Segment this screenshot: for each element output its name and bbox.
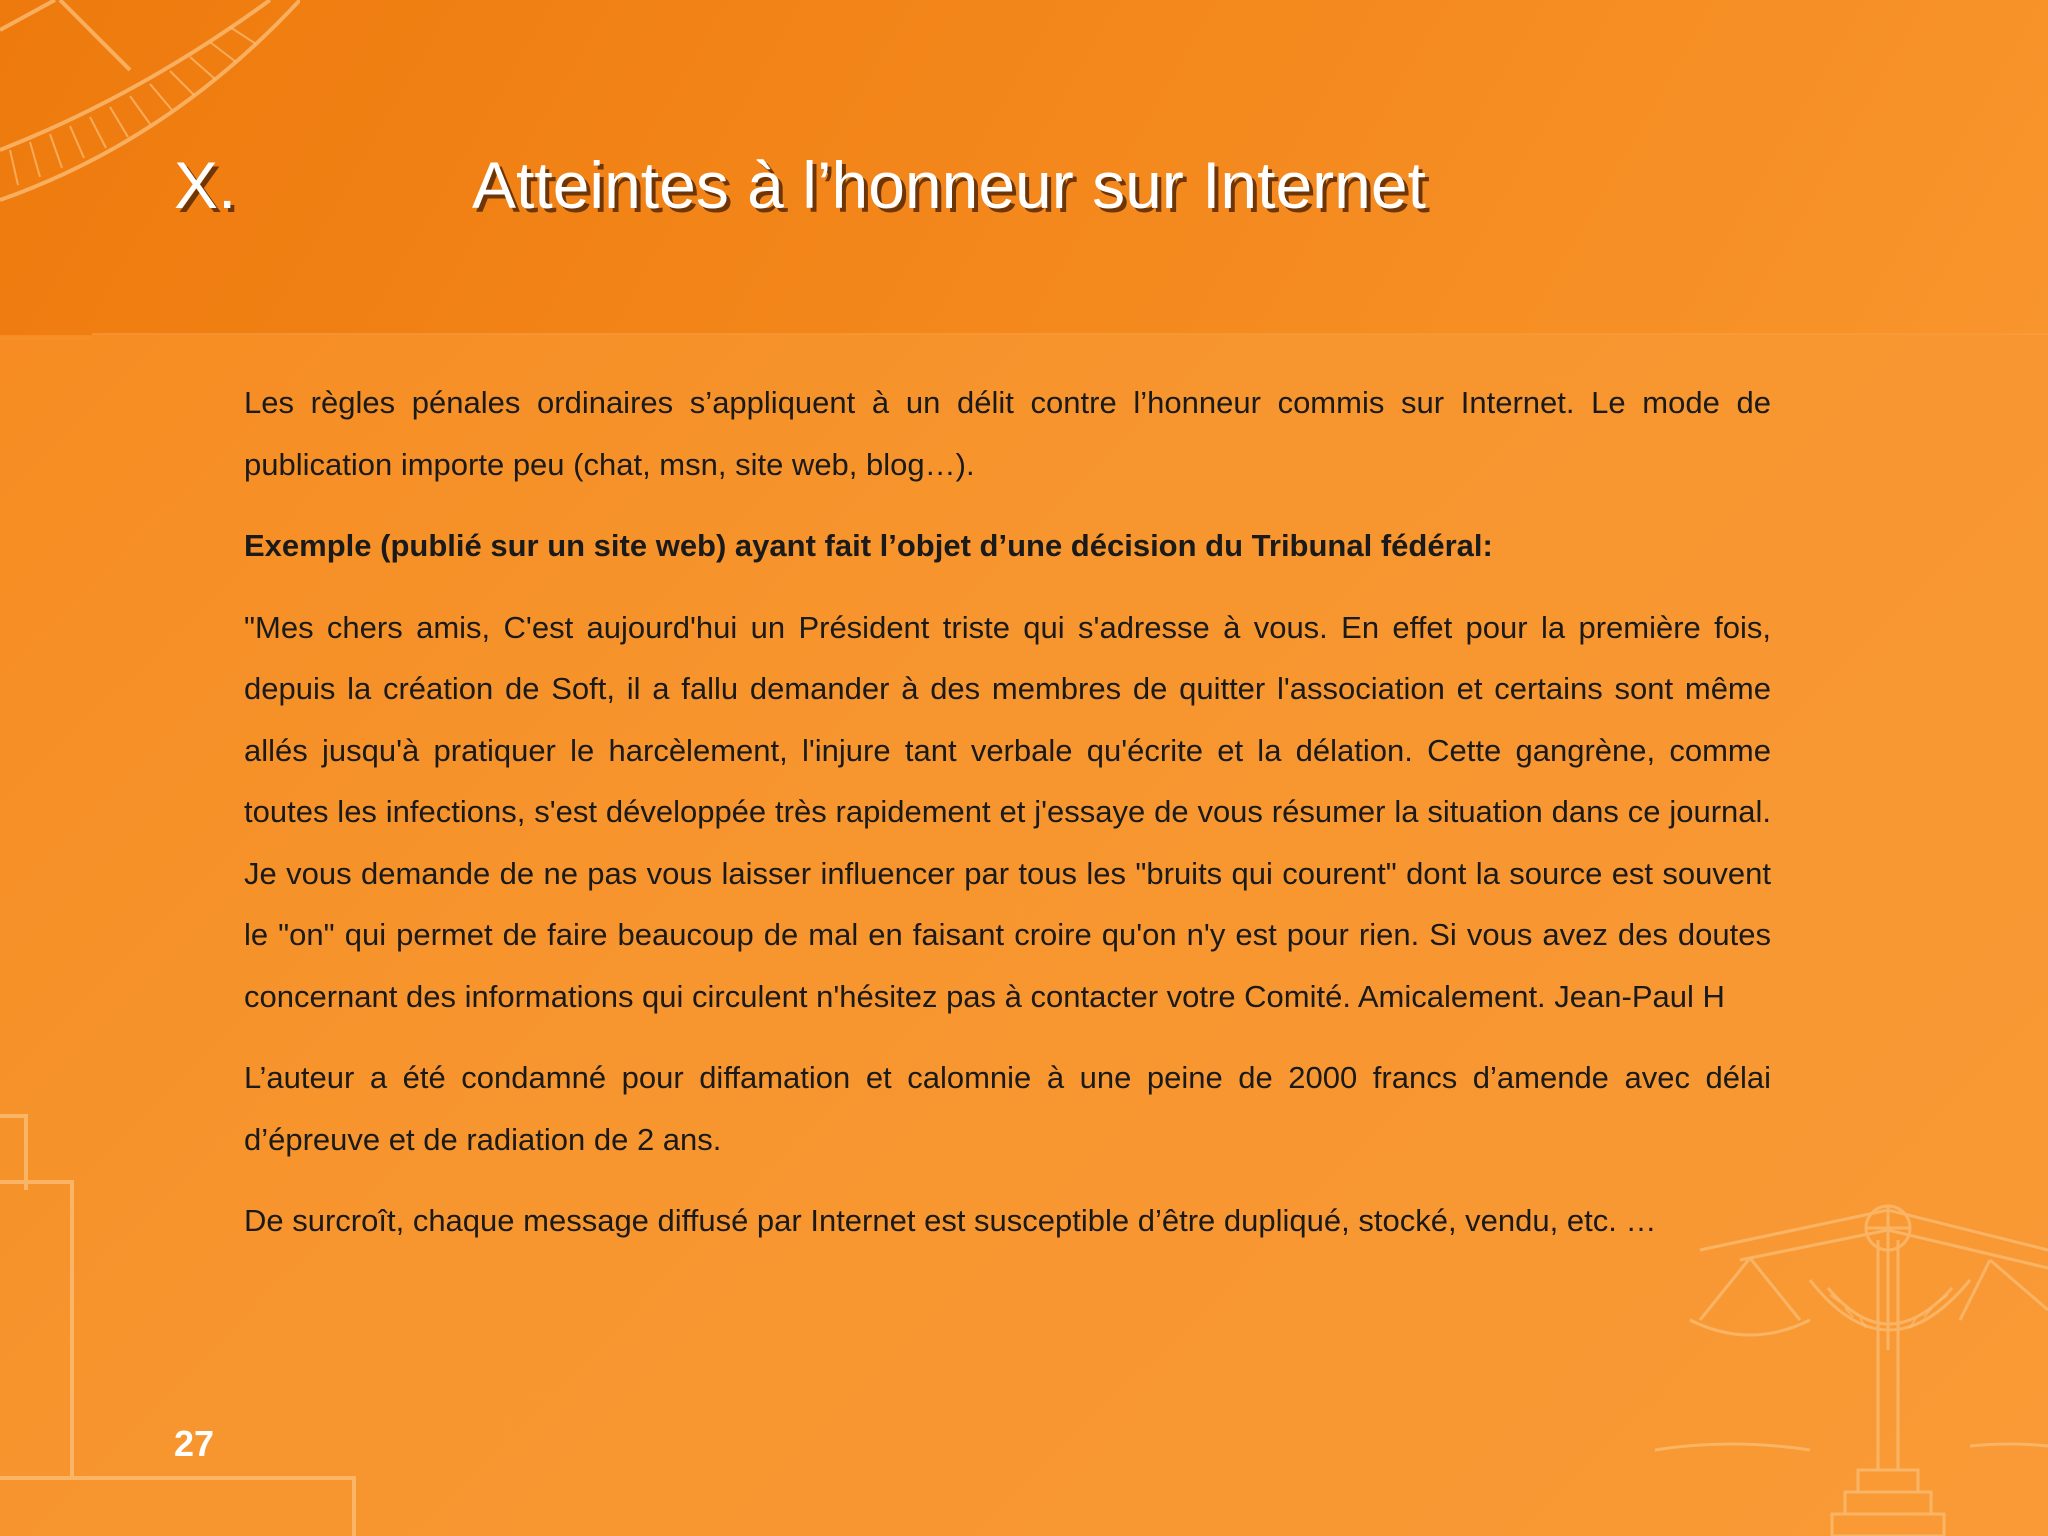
quoted-message: "Mes chers amis, C'est aujourd'hui un Président triste qui s'adresse à vous. En effet pour la première fois, depuis la création de Soft, il a fallu demander à des membres de quitter l'association et certains sont même allés jusqu'à pratiquer le harcèlement, l'injure tant verbale qu'écrite et la délation. Cette gangrène, comme toutes les infections, s'est développée très rapidement et j'essaye de vous résumer la situation dans ce journal. Je vous demande de ne pas vous laisser influencer par tous les "bruits qui courent" dont la source est souvent le "on" qui permet de faire beaucoup de mal en faisant croire qu'on n'y est pour rien. Si vous avez des doutes concernant des informations qui circulent n'hésitez pas à contacter votre Comité. Amicalement. Jean-Paul H [244,609,1771,1014]
verdict-paragraph: L’auteur a été condamné pour diffamation et calomnie à une peine de 2000 francs d’amende avec délai d’épreuve et de radiation de 2 ans. [244,1060,1771,1157]
title-number: X. [174,148,237,222]
title-text: Atteintes à l’honneur sur Internet [472,148,1426,222]
slide-body [244,372,1771,1272]
slide-title [0,140,2048,230]
closing-paragraph: De surcroît, chaque message diffusé par Internet est susceptible d’être dupliqué, stocké, vendu, etc. … [244,1203,1657,1238]
example-heading: Exemple (publié sur un site web) ayant fait l’objet d’une décision du Tribunal fédéral: [244,528,1493,563]
page-number: 27 [174,1423,215,1464]
intro-paragraph: Les règles pénales ordinaires s’appliquent à un délit contre l’honneur commis sur Internet. Le mode de publication importe peu (chat, msn, site web, blog…). [244,385,1771,482]
